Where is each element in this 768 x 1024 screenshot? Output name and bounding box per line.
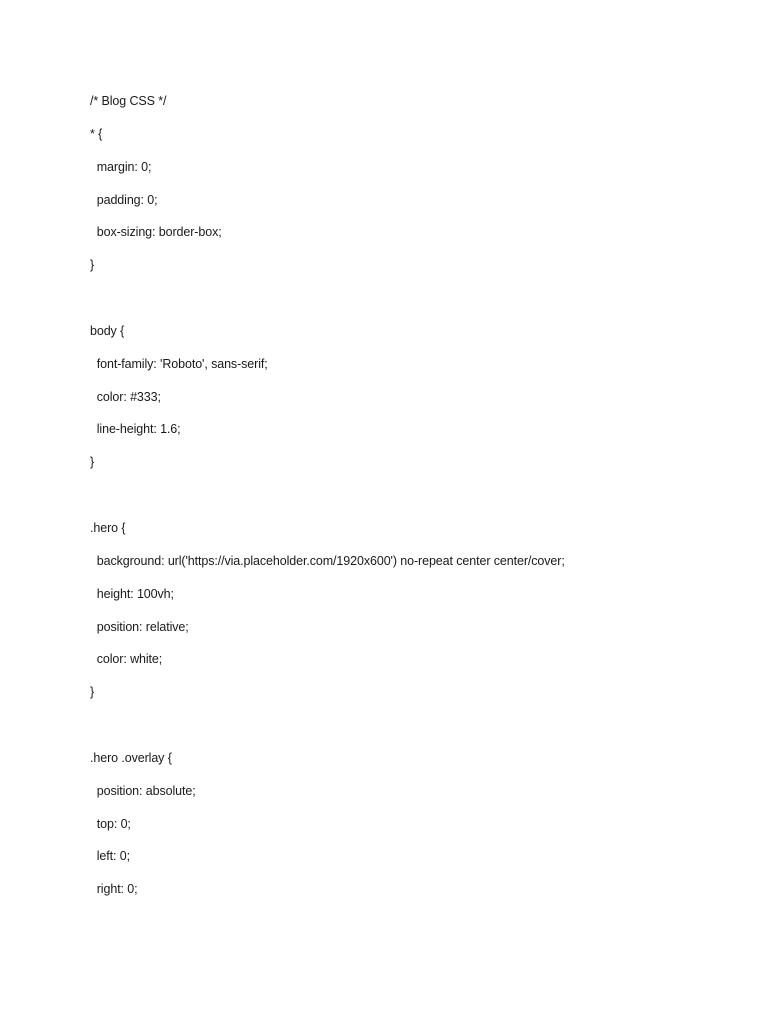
text-line: height: 100vh;	[90, 586, 174, 601]
text-line: }	[90, 258, 95, 273]
text-line: margin: 0;	[90, 159, 152, 174]
text-line: body {	[90, 323, 125, 338]
blank-line	[90, 289, 710, 322]
text-line: right: 0;	[90, 882, 138, 897]
text-line: .hero {	[90, 520, 126, 535]
text-line: position: relative;	[90, 619, 189, 634]
blank-line	[90, 716, 710, 749]
text-line: box-sizing: border-box;	[90, 225, 222, 240]
document-body	[90, 92, 710, 913]
text-line: left: 0;	[90, 849, 130, 864]
blank-line	[90, 486, 710, 519]
text-line: position: absolute;	[90, 783, 196, 798]
text-line: line-height: 1.6;	[90, 422, 181, 437]
text-line: padding: 0;	[90, 192, 158, 207]
text-line: color: #333;	[90, 389, 161, 404]
text-line: background: url('https://via.placeholder.com/1920x600') no-repeat center center/cover;	[90, 553, 565, 568]
text-line: font-family: 'Roboto', sans-serif;	[90, 356, 268, 371]
text-line: * {	[90, 126, 103, 141]
text-line: /* Blog CSS */	[90, 94, 167, 108]
text-line: .hero .overlay {	[90, 750, 172, 765]
text-line: color: white;	[90, 652, 163, 667]
text-line: }	[90, 455, 95, 470]
text-line: top: 0;	[90, 816, 131, 831]
text-line: }	[90, 685, 95, 700]
